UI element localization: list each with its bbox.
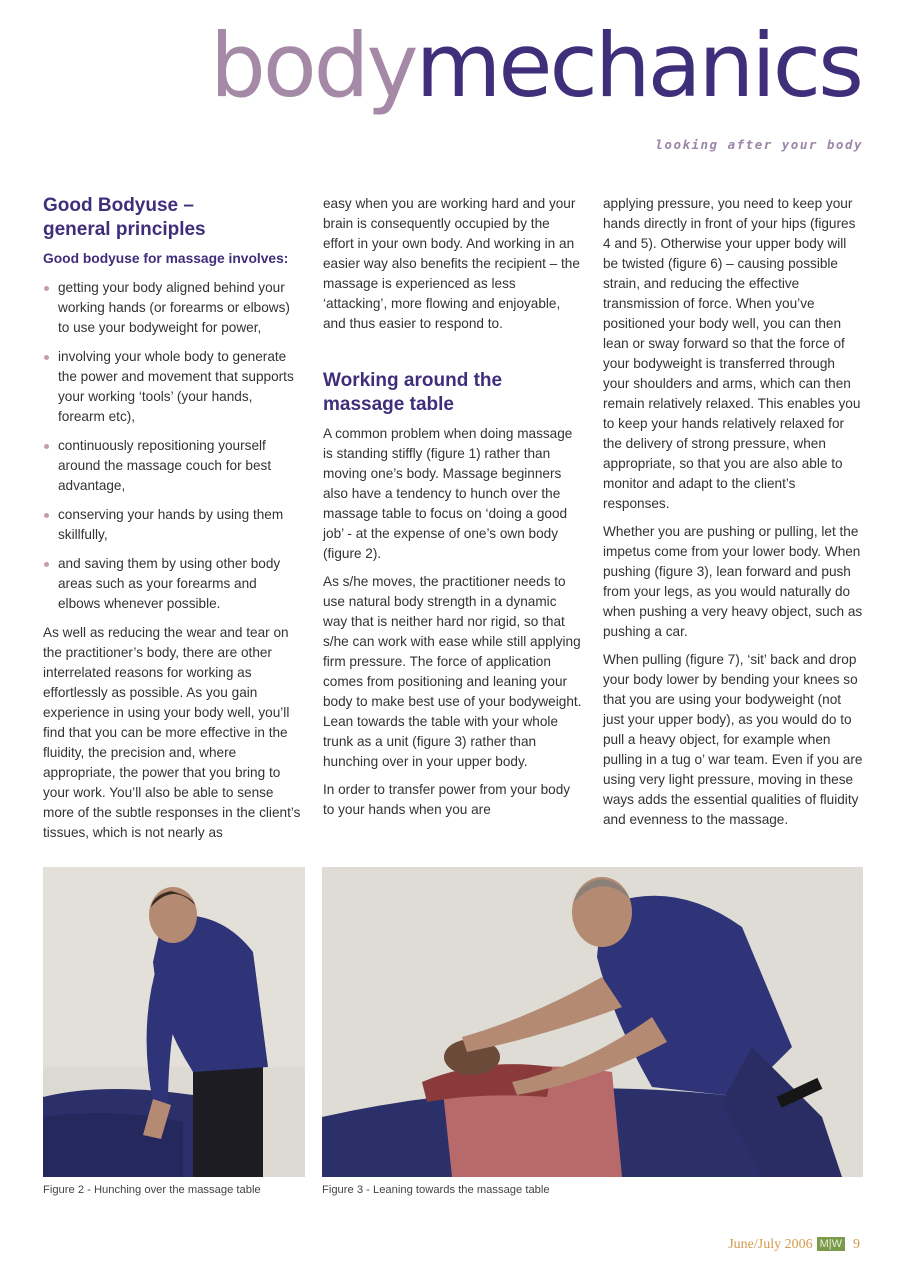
figure-2-caption: Figure 2 - Hunching over the massage table (43, 1184, 261, 1196)
principles-list (43, 278, 301, 614)
section-heading-good-bodyuse (43, 194, 301, 242)
page-footer (728, 1237, 860, 1253)
body-paragraph: applying pressure, you need to keep your hands directly in front of your hips (figures 4 and 5). Otherwise your upper body will be twisted (figure 6) – causing possible strain, and reducing the effective transmission of force. When you’ve positioned your body well, you can then lean or sway forward so that the force of your bodyweight is transferred through your shoulders and arms, which can then remain relatively relaxed. This enables you to keep your hands relatively relaxed for the delivery of strong pressure, when appropriate, so that you are also able to monitor and adapt to the client’s responses. (603, 196, 861, 511)
section-heading-working-around (323, 369, 583, 417)
list-item: continuously repositioning yourself around the massage couch for best advantage, (43, 436, 301, 496)
column-2 (323, 194, 583, 828)
heading-line: Working around the (323, 370, 503, 391)
subheading-involves: Good bodyuse for massage involves: (43, 251, 289, 266)
figure-3-caption: Figure 3 - Leaning towards the massage table (322, 1184, 550, 1196)
heading-line: Good Bodyuse – (43, 195, 194, 216)
list-item: getting your body aligned behind your working hands (or forearms or elbows) to use your bodyweight for power, (43, 278, 301, 338)
column-3 (603, 194, 863, 838)
list-item: and saving them by using other body areas such as your forearms and elbows whenever possible. (43, 554, 301, 614)
heading-line: massage table (323, 394, 454, 415)
heading-line: general principles (43, 219, 206, 240)
body-paragraph: easy when you are working hard and your brain is consequently occupied by the effort in your own body. And working in an easier way also benefits the recipient – the massage is experienced as less ‘attacking’, more flowing and enjoyable, and thus easier to respond to. (323, 196, 580, 331)
masthead-title-body: body (209, 14, 416, 117)
body-paragraph: In order to transfer power from your body to your hands when you are (323, 782, 571, 817)
figure-2-illustration (43, 867, 305, 1177)
column-1 (43, 194, 301, 851)
body-paragraph: As well as reducing the wear and tear on the practitioner’s body, there are other interrelated reasons for working as effortlessly as possible. As you gain experience in using your body well, you’ll find that you can be more effective in the fluidity, the precision and, where appropriate, the power that you bring to your work. You’ll also be able to sense more of the subtle responses in the client’s tissues, which is not nearly as (43, 625, 301, 840)
masthead-tagline: looking after your body (655, 137, 863, 152)
masthead-title-mechanics: mechanics (415, 14, 861, 117)
body-paragraph: As s/he moves, the practitioner needs to use natural body strength in a dynamic way that is neither hard nor rigid, so that s/he can work with ease while still applying firm pressure. The force of application comes from positioning and leaning your body to make best use of your bodyweight. Lean towards the table with your whole trunk as a unit (figure 3) rather than hunching over in your upper body. (323, 574, 582, 769)
body-paragraph: A common problem when doing massage is standing stiffly (figure 1) rather than moving one’s body. Massage beginners also have a tendency to hunch over the massage table to focus on ‘doing a good job’ - at the expense of one’s own body (figure 2). (323, 426, 573, 561)
magazine-badge: M|W (817, 1237, 845, 1251)
body-paragraph: When pulling (figure 7), ‘sit’ back and drop your body lower by bending your knees so that you are using your bodyweight (not just your upper body), as you would do to pull a heavy object, for example when pulling in a tug o’ war team. Even if you are using very light pressure, moving in these ways adds the essential qualities of fluidity and evenness to the massage. (603, 652, 863, 827)
masthead-title (209, 14, 861, 117)
figure-3-photo (322, 867, 863, 1177)
list-item: involving your whole body to generate the power and movement that supports your working ‘tools’ (your hands, forearm etc), (43, 347, 301, 427)
figure-3-illustration (322, 867, 863, 1177)
list-item: conserving your hands by using them skillfully, (43, 505, 301, 545)
body-paragraph: Whether you are pushing or pulling, let the impetus come from your lower body. When pushing (figure 3), lean forward and push from your legs, as you would naturally do when pushing a very heavy object, such as pushing a car. (603, 524, 863, 639)
figure-2-photo (43, 867, 305, 1177)
issue-date: June/July 2006 (728, 1237, 813, 1252)
page-number: 9 (853, 1237, 860, 1252)
